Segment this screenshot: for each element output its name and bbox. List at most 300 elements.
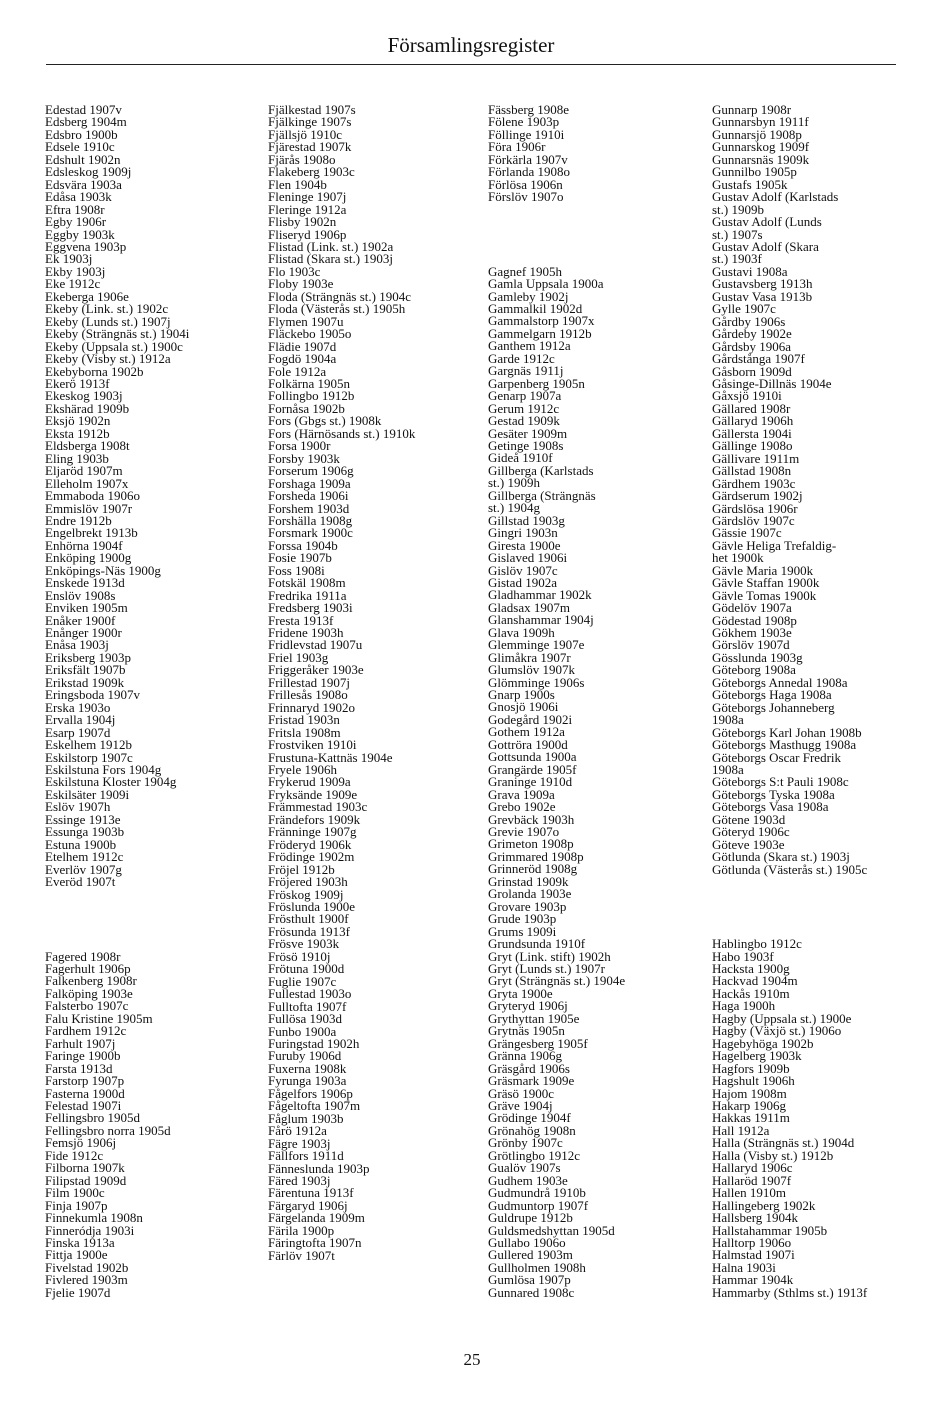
register-entry: Flädie 1907d	[268, 338, 337, 354]
register-entry: Eringsboda 1907v	[45, 687, 140, 703]
register-entry: Grimmared 1908p	[488, 848, 584, 864]
register-entry: Film 1900c	[45, 1185, 105, 1201]
register-entry: Grums 1909i	[488, 923, 557, 939]
register-entry: Edshult 1902n	[45, 151, 121, 167]
register-entry: Ekeby (Visby st.) 1912a	[45, 351, 171, 367]
register-entry: Gårdeby 1902e	[712, 326, 792, 342]
register-entry: Hagby (Uppsala st.) 1900e	[712, 1010, 852, 1026]
register-entry: Gullholmen 1908h	[488, 1259, 586, 1275]
register-entry: Falköping 1903e	[45, 985, 133, 1001]
register-entry: Gällstad 1908n	[712, 463, 792, 479]
register-entry: Grude 1903p	[488, 911, 557, 927]
register-entry: Gunnilbo 1905p	[712, 164, 797, 180]
register-entry: st.) 1907s	[712, 226, 763, 242]
register-entry: Grinstad 1909k	[488, 873, 569, 889]
register-entry: Gerum 1912c	[488, 400, 560, 416]
register-entry: Elleholm 1907x	[45, 475, 129, 491]
register-entry: Fivlered 1903m	[45, 1272, 128, 1288]
register-entry: Hagelberg 1903k	[712, 1048, 802, 1064]
register-entry: Gryta 1900e	[488, 985, 553, 1001]
register-entry: Göteborgs Vasa 1908a	[712, 799, 829, 815]
register-entry: Grimeton 1908p	[488, 836, 574, 852]
register-entry: Frostviken 1910i	[268, 737, 357, 753]
register-entry: Grolanda 1903e	[488, 886, 572, 902]
register-entry: Fresta 1913f	[268, 612, 334, 628]
register-entry: Fors (Gbgs st.) 1908k	[268, 413, 382, 429]
register-entry: Hackås 1910m	[712, 985, 790, 1001]
register-entry: Grovare 1903p	[488, 898, 567, 914]
register-entry: Gullered 1903m	[488, 1247, 573, 1263]
register-entry: Halltorp 1906o	[712, 1234, 792, 1250]
register-entry: Estuna 1900b	[45, 836, 117, 852]
register-entry: Eggvena 1903p	[45, 238, 127, 254]
register-entry: Fjälkestad 1907s	[268, 102, 356, 117]
register-entry: Frustuna-Kattnäs 1904e	[268, 749, 393, 765]
register-entry: Fröskog 1909j	[268, 886, 344, 902]
register-entry: Göteborgs Oscar Fredrik	[712, 749, 842, 765]
register-entry: Gideå 1910f	[488, 450, 553, 466]
register-entry: Fågelfors 1906p	[268, 1085, 353, 1101]
register-entry: Flistad (Link. st.) 1902a	[268, 238, 394, 254]
register-entry: Eftra 1908r	[45, 201, 105, 217]
register-entry: Grötlingbo 1912c	[488, 1147, 581, 1163]
register-entry: Fliseryd 1906p	[268, 226, 347, 242]
register-entry: Förlanda 1908o	[488, 164, 570, 180]
register-entry: Guldsmedshyttan 1905d	[488, 1222, 615, 1238]
register-entry: Förslöv 1907o	[488, 189, 564, 205]
register-entry: Finja 1907p	[45, 1197, 108, 1213]
register-entry: Göteborgs Tyska 1908a	[712, 786, 835, 802]
register-entry: Eggby 1903k	[45, 226, 115, 242]
register-entry: Fölene 1903p	[488, 114, 560, 130]
register-entry: Frillestad 1907j	[268, 674, 350, 690]
register-entry: Gumlösa 1907p	[488, 1272, 571, 1288]
register-entry: Forsheda 1906i	[268, 488, 349, 504]
register-entry: Götlunda (Skara st.) 1903j	[712, 849, 850, 865]
register-entry: Grevbäck 1903h	[488, 811, 575, 827]
register-entry: Eriksfält 1907b	[45, 662, 126, 678]
register-entry: Forshem 1903d	[268, 500, 350, 516]
register-entry: Gothem 1912a	[488, 724, 565, 740]
register-entry: Eksta 1912b	[45, 425, 110, 441]
register-entry: Fänneslunda 1903p	[268, 1160, 370, 1176]
register-entry: Gärdslöv 1907c	[712, 512, 795, 528]
register-entry: Floby 1903e	[268, 276, 334, 292]
register-entry: Föllinge 1910i	[488, 126, 565, 142]
register-entry: Frinnaryd 1902o	[268, 699, 356, 715]
register-column-3	[488, 104, 703, 1299]
register-entry: Gamla Uppsala 1900a	[488, 276, 604, 292]
register-entry: Främmestad 1903c	[268, 799, 368, 815]
register-entry: st.) 1903f	[712, 251, 762, 267]
register-entry: Forsby 1903k	[268, 450, 340, 466]
register-entry: Fosie 1907b	[268, 550, 332, 566]
register-entry: Gödelöv 1907a	[712, 600, 792, 616]
register-entry: Erska 1903o	[45, 699, 111, 715]
register-entry: Gudhem 1903e	[488, 1172, 568, 1188]
register-entry: Fägre 1903j	[268, 1135, 331, 1151]
register-entry: Fornåsa 1902b	[268, 400, 345, 416]
register-entry: Eksjö 1902n	[45, 413, 111, 429]
register-entry: Fellingsbro norra 1905d	[45, 1122, 171, 1138]
register-entry: Grangärde 1905f	[488, 761, 577, 777]
register-entry: Eljaröd 1907m	[45, 463, 123, 479]
register-entry: Forshaga 1909a	[268, 475, 351, 491]
register-entry: Forshälla 1908g	[268, 512, 353, 528]
register-entry: Emmislöv 1907r	[45, 500, 133, 516]
register-entry: Eskelhem 1912b	[45, 737, 133, 753]
register-entry: Färila 1900p	[268, 1222, 335, 1238]
register-entry: Enånger 1900r	[45, 625, 122, 641]
register-entry: Felestad 1907i	[45, 1097, 122, 1113]
register-entry: Gammelgarn 1912b	[488, 325, 592, 341]
register-entry: Gesäter 1909m	[488, 425, 568, 441]
register-entry: Gåsinge-Dillnäs 1904e	[712, 375, 832, 391]
register-entry: Fröderyd 1906k	[268, 836, 352, 852]
register-entry: Gällersta 1904i	[712, 425, 792, 441]
register-entry: Hallingeberg 1902k	[712, 1197, 816, 1213]
register-entry: Fardhem 1912c	[45, 1023, 127, 1039]
register-entry: Frykerud 1909a	[268, 774, 351, 790]
register-entry: Gislöv 1907c	[488, 562, 558, 578]
register-entry: Enåsa 1903j	[45, 637, 109, 653]
register-entry: Fläckebo 1905o	[268, 326, 352, 342]
register-entry: Göteborgs Karl Johan 1908b	[712, 724, 862, 740]
register-entry: Glömminge 1906s	[488, 674, 585, 690]
register-entry: Göteve 1903e	[712, 836, 785, 852]
register-entry: Götene 1903d	[712, 811, 786, 827]
register-entry: Farstorp 1907p	[45, 1073, 125, 1089]
register-entry: Egby 1906r	[45, 214, 107, 230]
register-entry: Fässberg 1908e	[488, 102, 570, 117]
register-entry: Fröjel 1912b	[268, 861, 335, 877]
register-entry: Gryt (Strängnäs st.) 1904e	[488, 973, 626, 989]
register-entry: Färgelanda 1909m	[268, 1210, 365, 1226]
register-entry: Hallaryd 1906c	[712, 1160, 793, 1176]
register-entry: Förkärla 1907v	[488, 151, 568, 167]
register-entry: Färlöv 1907t	[268, 1247, 335, 1263]
register-entry: Gualöv 1907s	[488, 1160, 561, 1176]
register-entry: Grönahög 1908n	[488, 1122, 576, 1138]
register-entry: Fyrunga 1903a	[268, 1073, 347, 1089]
register-entry: Frösö 1910j	[268, 948, 331, 964]
register-entry: Gottsunda 1900a	[488, 749, 577, 765]
register-entry: Frändefors 1909k	[268, 811, 361, 827]
register-entry: Ekebyborna 1902b	[45, 363, 144, 379]
register-entry: Halla (Visby st.) 1912b	[712, 1147, 834, 1163]
register-entry: Gunnared 1908c	[488, 1284, 575, 1300]
register-entry: Getinge 1908s	[488, 437, 564, 453]
register-entry: Fasterna 1900d	[45, 1085, 125, 1101]
register-entry: Ekeberga 1906e	[45, 288, 129, 304]
register-entry: Grebo 1902e	[488, 799, 556, 815]
register-entry: Farhult 1907j	[45, 1035, 116, 1051]
register-entry: het 1900k	[712, 550, 764, 566]
register-entry: Gryt (Link. stift) 1902h	[488, 948, 611, 964]
register-entry: Gårdstånga 1907f	[712, 351, 805, 367]
register-entry: Eskilsäter 1909i	[45, 786, 130, 802]
register-entry: Fittja 1900e	[45, 1247, 108, 1263]
register-entry: Haga 1900h	[712, 998, 776, 1014]
register-entry: Ekshärad 1909b	[45, 400, 130, 416]
letter-group-gap	[488, 204, 703, 266]
register-entry: Everöd 1907t	[45, 874, 116, 890]
register-entry: Eskilstorp 1907c	[45, 749, 133, 765]
page-number: 25	[463, 1350, 481, 1369]
register-entry: Essunga 1903b	[45, 824, 125, 840]
register-entry: Eskilstuna Fors 1904g	[45, 762, 162, 778]
register-entry: Gunnarsbyn 1911f	[712, 114, 809, 130]
register-entry: 1908a	[712, 712, 744, 728]
register-entry: Förlösa 1906n	[488, 176, 563, 192]
register-entry: Fjällsjö 1910c	[268, 126, 343, 142]
register-entry: Gräve 1904j	[488, 1097, 553, 1113]
register-entry: Forssa 1904b	[268, 537, 338, 553]
register-entry: Fellingsbro 1905d	[45, 1110, 140, 1126]
register-entry: Gunnarsjö 1908p	[712, 126, 802, 142]
register-entry: Göteborg 1908a	[712, 662, 796, 678]
register-entry: Folkärna 1905n	[268, 375, 350, 391]
register-entry: Grinneröd 1908g	[488, 861, 578, 877]
register-entry: Fredsberg 1903i	[268, 600, 353, 616]
register-entry: Glemminge 1907e	[488, 637, 585, 653]
register-entry: Hackvad 1904m	[712, 973, 798, 989]
register-column-2	[268, 104, 483, 1262]
register-entry: Glimåkra 1907r	[488, 649, 571, 665]
register-entry: Fristad 1903n	[268, 712, 340, 728]
register-entry: Frösve 1903k	[268, 936, 340, 952]
register-entry: Gustav Adolf (Karlstads	[712, 189, 839, 205]
register-entry: Forsmark 1900c	[268, 525, 353, 541]
register-entry: Edsele 1910c	[45, 139, 115, 155]
register-column-1	[45, 104, 260, 1299]
register-entry: Frösunda 1913f	[268, 923, 350, 939]
register-entry: Ekeby (Uppsala st.) 1900c	[45, 338, 183, 354]
register-entry: Grönby 1907c	[488, 1135, 563, 1151]
register-entry: Gillstad 1903g	[488, 512, 565, 528]
register-entry: Frillesås 1908o	[268, 687, 348, 703]
register-entry: Gustavi 1908a	[712, 263, 788, 279]
register-entry: Gagnef 1905h	[488, 263, 563, 279]
register-entry: st.) 1904g	[488, 500, 540, 516]
register-entry: Edåsa 1903k	[45, 189, 112, 205]
register-entry: Enslöv 1908s	[45, 587, 116, 603]
register-entry: Filborna 1907k	[45, 1160, 125, 1176]
register-entry: Hagfors 1909b	[712, 1060, 790, 1076]
register-entry: Gryteryd 1906j	[488, 998, 568, 1014]
register-entry: Gingri 1903n	[488, 525, 558, 541]
register-entry: Hagshult 1906h	[712, 1073, 795, 1089]
header-rule	[46, 64, 896, 65]
register-entry: Gnarp 1900s	[488, 687, 555, 703]
register-entry: Gammalstorp 1907x	[488, 313, 595, 329]
register-entry: Fotskäl 1908m	[268, 575, 346, 591]
register-entry: Gärdhem 1903c	[712, 475, 796, 491]
register-entry: Farsta 1913d	[45, 1060, 113, 1076]
register-entry: Gävle Maria 1900k	[712, 562, 814, 578]
register-entry: Finska 1913a	[45, 1234, 115, 1250]
register-entry: Fide 1912c	[45, 1147, 104, 1163]
register-entry: Gestad 1909k	[488, 413, 560, 429]
register-entry: Gustav Adolf (Lunds	[712, 214, 822, 230]
register-entry: Grytnäs 1905n	[488, 1023, 565, 1039]
register-entry: Filipstad 1909d	[45, 1172, 127, 1188]
register-entry: Göteborgs Haga 1908a	[712, 687, 832, 703]
register-entry: Gösslunda 1903g	[712, 649, 803, 665]
register-entry: Gryt (Lunds st.) 1907r	[488, 961, 605, 976]
register-entry: Flen 1904b	[268, 176, 327, 192]
register-entry: Grängesberg 1905f	[488, 1035, 588, 1051]
register-entry: Glanshammar 1904j	[488, 612, 594, 628]
register-entry: Friel 1903g	[268, 649, 329, 665]
register-entry: Gargnäs 1911j	[488, 363, 564, 379]
register-entry: Frötuna 1900d	[268, 961, 345, 977]
register-entry: Frödinge 1902m	[268, 849, 355, 865]
register-entry: Gåsborn 1909d	[712, 363, 792, 379]
register-entry: st.) 1909b	[712, 201, 764, 217]
register-entry: Färgaryd 1906j	[268, 1197, 348, 1213]
letter-group-gap	[712, 876, 927, 938]
register-entry: Gåxsjö 1910i	[712, 388, 782, 404]
register-entry: Ekby 1903j	[45, 263, 106, 279]
register-entry: Garde 1912c	[488, 350, 555, 366]
register-entry: Hagby (Växjö st.) 1906o	[712, 1023, 842, 1039]
register-entry: Gistad 1902a	[488, 574, 557, 590]
register-entry: Hammar 1904k	[712, 1272, 794, 1288]
register-entry: Forserum 1906g	[268, 463, 354, 479]
register-entry: Enåker 1900f	[45, 612, 116, 628]
register-entry: Edsleskog 1909j	[45, 164, 132, 180]
register-entry: Enviken 1905m	[45, 600, 128, 616]
register-entry: Ekeby (Strängnäs st.) 1904i	[45, 326, 190, 342]
register-entry: Flisby 1902n	[268, 214, 337, 230]
register-entry: Emmaboda 1906o	[45, 488, 140, 504]
register-entry: Flo 1903c	[268, 263, 321, 279]
register-entry: Gårdby 1906s	[712, 313, 786, 329]
register-entry: Ek 1903j	[45, 251, 93, 267]
register-entry: Gustav Adolf (Skara	[712, 238, 819, 254]
register-entry: Friggeråker 1903e	[268, 662, 364, 678]
page-header-title: Församlingsregister	[387, 33, 555, 57]
register-entry: Fårö 1912a	[268, 1123, 327, 1139]
register-entry: Gällared 1908r	[712, 400, 791, 416]
register-entry: Fullösa 1903d	[268, 1011, 343, 1027]
register-entry: Gamleby 1902j	[488, 288, 569, 304]
register-entry: Hablingbo 1912c	[712, 936, 802, 952]
register-entry: Eldsberga 1908t	[45, 438, 130, 454]
register-entry: Finnekumla 1908n	[45, 1210, 143, 1226]
register-entry: Fleninge 1907j	[268, 189, 347, 205]
register-entry: Falu Kristine 1905m	[45, 1010, 153, 1026]
register-entry: Femsjö 1906j	[45, 1135, 117, 1151]
register-entry: Grythyttan 1905e	[488, 1010, 580, 1026]
register-entry: Fredrika 1911a	[268, 587, 347, 603]
register-column-4	[712, 104, 927, 1299]
register-entry: Faringe 1900b	[45, 1048, 121, 1064]
register-entry: Gällivare 1911m	[712, 450, 800, 466]
register-entry: Göteborgs Johanneberg	[712, 699, 835, 715]
register-entry: Gässie 1907c	[712, 525, 782, 541]
register-entry: Fågeltofta 1907m	[268, 1098, 361, 1114]
register-entry: Göteborgs S:t Pauli 1908c	[712, 774, 849, 790]
register-entry: Färentuna 1913f	[268, 1185, 354, 1201]
register-entry: Gunnarskog 1909f	[712, 139, 810, 155]
register-entry: Gärdserum 1902j	[712, 488, 803, 504]
register-entry: Engelbrekt 1913b	[45, 525, 138, 541]
register-entry: Habo 1903f	[712, 948, 774, 964]
register-entry: Gladhammar 1902k	[488, 587, 592, 603]
register-entry: Enköpings-Näs 1900g	[45, 562, 161, 578]
register-entry: Görslöv 1907d	[712, 637, 790, 653]
register-entry: Flymen 1907u	[268, 313, 344, 329]
register-entry: Funbo 1900a	[268, 1023, 337, 1039]
register-entry: Edestad 1907v	[45, 102, 122, 117]
register-entry: Gustafs 1905k	[712, 176, 788, 192]
register-entry: Glava 1909h	[488, 624, 555, 640]
register-entry: Halmstad 1907i	[712, 1247, 795, 1263]
register-entry: Fröjered 1903h	[268, 874, 348, 890]
register-entry: Gullabo 1906o	[488, 1234, 566, 1250]
register-entry: Gällinge 1908o	[712, 438, 793, 454]
register-entry: Falsterbo 1907c	[45, 998, 129, 1014]
register-entry: Fridlevstad 1907u	[268, 637, 363, 653]
register-entry: Eskilstuna Kloster 1904g	[45, 774, 177, 790]
register-entry: Hall 1912a	[712, 1122, 770, 1138]
register-entry: Ganthem 1912a	[488, 338, 571, 354]
register-entry: Fors (Härnösands st.) 1910k	[268, 425, 416, 441]
register-entry: Fivelstad 1902b	[45, 1259, 129, 1275]
register-entry: Ekeby (Lunds st.) 1907j	[45, 313, 171, 329]
register-entry: Gårdsby 1906a	[712, 338, 792, 354]
register-entry: Hallaröd 1907f	[712, 1172, 792, 1188]
register-entry: Ervalla 1904j	[45, 712, 116, 728]
register-entry: Gällaryd 1906h	[712, 413, 794, 429]
register-entry: Grödinge 1904f	[488, 1110, 571, 1126]
register-entry: Flistad (Skara st.) 1903j	[268, 251, 393, 267]
register-entry: Gävle Staffan 1900k	[712, 575, 820, 591]
register-entry: Forsa 1900r	[268, 438, 331, 454]
register-entry: Gödestad 1908p	[712, 612, 797, 628]
register-entry: Göteborgs Annedal 1908a	[712, 674, 848, 690]
register-entry: Fjärestad 1907k	[268, 139, 352, 155]
register-entry: Furuby 1906d	[268, 1048, 342, 1064]
register-entry: Gärdslösa 1906r	[712, 500, 798, 516]
register-entry: Grevie 1907o	[488, 824, 560, 840]
register-entry: Genarp 1907a	[488, 388, 562, 404]
register-entry: Gudmuntorp 1907f	[488, 1197, 589, 1213]
register-entry: Färed 1903j	[268, 1172, 331, 1188]
register-entry: Gillberga (Strängnäs	[488, 487, 596, 503]
register-entry: Esarp 1907d	[45, 724, 111, 740]
register-entry: Enköping 1900g	[45, 550, 132, 566]
register-entry: Gävle Heliga Trefaldig-	[712, 537, 837, 553]
register-entry: Färingtofta 1907n	[268, 1235, 362, 1251]
register-entry: Garpenberg 1905n	[488, 375, 585, 391]
register-entry: Fryksände 1909e	[268, 786, 358, 802]
register-entry: Hallsberg 1904k	[712, 1210, 799, 1226]
register-entry: Ekerö 1913f	[45, 375, 110, 391]
register-entry: Flakeberg 1903c	[268, 164, 355, 180]
register-entry: Fole 1912a	[268, 363, 327, 379]
register-entry: Finneródja 1903i	[45, 1222, 135, 1238]
register-entry: Gränna 1906g	[488, 1048, 563, 1064]
register-entry: Frösthult 1900f	[268, 911, 349, 927]
register-entry: Fritsla 1908m	[268, 724, 341, 740]
register-entry: Floda (Strängnäs st.) 1904c	[268, 288, 411, 304]
register-entry: Endre 1912b	[45, 512, 112, 528]
register-entry: Fåglum 1903b	[268, 1110, 344, 1126]
register-entry: Gunnarsnäs 1909k	[712, 151, 810, 167]
